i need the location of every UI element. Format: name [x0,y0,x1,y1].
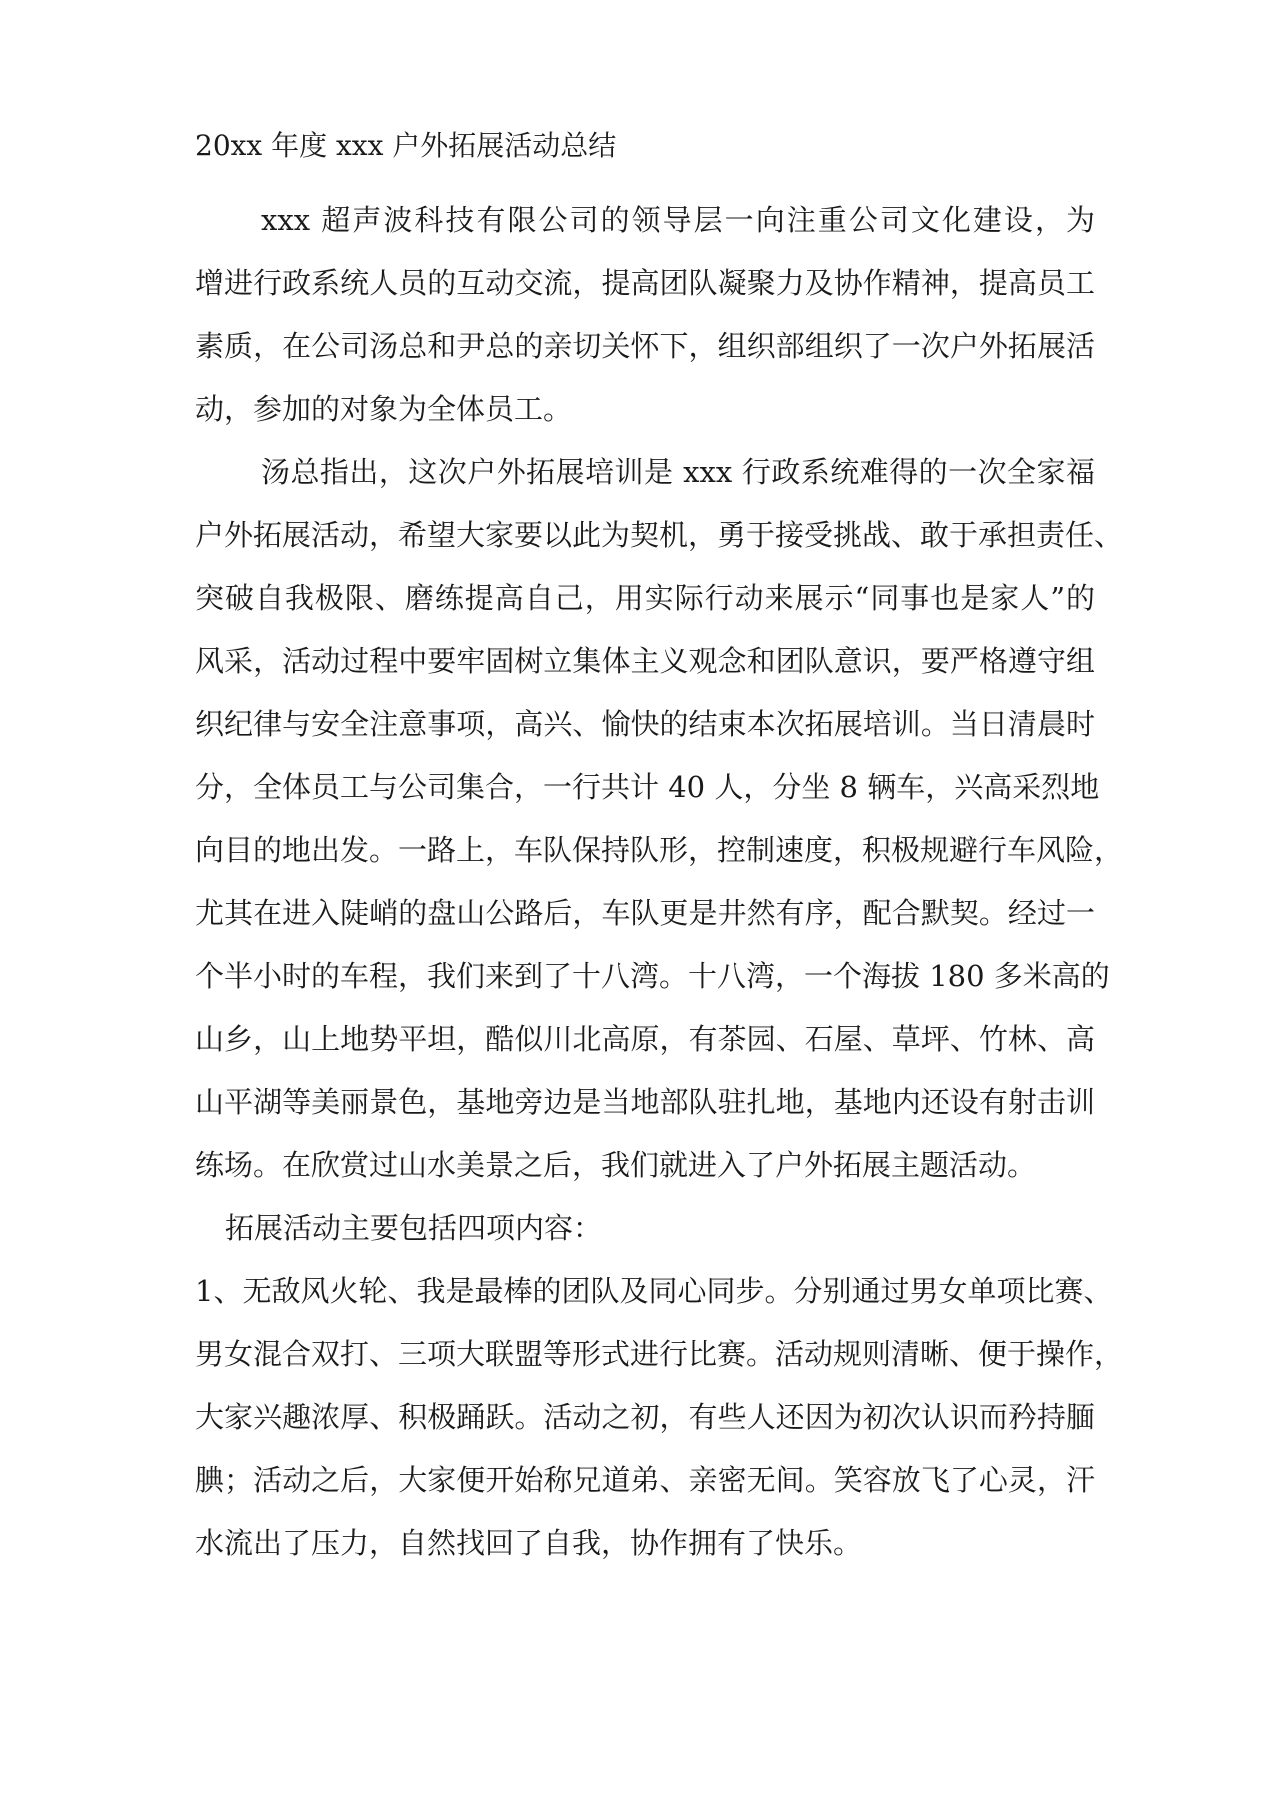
paragraph-intro [195,189,1095,441]
text-line: 风采，活动过程中要牢固树立集体主义观念和团队意识，要严格遵守组 [195,644,1095,678]
text-line: 拓展活动主要包括四项内容： [225,1211,603,1245]
document-title: 20xx 年度 xxx 户外拓展活动总结 [195,129,617,162]
paragraph-activity-1 [195,1260,1124,1575]
paragraph-speech [195,441,1124,1197]
text-line: 素质，在公司汤总和尹总的亲切关怀下，组织部组织了一次户外拓展活 [195,329,1095,363]
text-line: 户外拓展活动，希望大家要以此为契机，勇于接受挑战、敢于承担责任、 [195,518,1124,552]
text-line: 织纪律与安全注意事项，高兴、愉快的结束本次拓展培训。当日清晨时 [195,707,1095,741]
text-line: 个半小时的车程，我们来到了十八湾。十八湾，一个海拔 180 多米高的 [195,959,1110,993]
text-line: 突破自我极限、磨练提高自己，用实际行动来展示“同事也是家人”的 [195,581,1095,615]
text-line: xxx 超声波科技有限公司的领导层一向注重公司文化建设，为 [261,203,1095,237]
text-line: 大家兴趣浓厚、积极踊跃。活动之初，有些人还因为初次认识而矜持腼 [195,1400,1095,1434]
text-line: 腆；活动之后，大家便开始称兄道弟、亲密无间。笑容放飞了心灵，汗 [195,1463,1095,1497]
text-line: 山乡，山上地势平坦，酷似川北高原，有茶园、石屋、草坪、竹林、高 [195,1022,1095,1056]
text-line: 山平湖等美丽景色，基地旁边是当地部队驻扎地，基地内还设有射击训 [195,1085,1095,1119]
text-line: 水流出了压力，自然找回了自我，协作拥有了快乐。 [195,1526,863,1560]
text-line: 动，参加的对象为全体员工。 [195,392,573,426]
text-line: 汤总指出，这次户外拓展培训是 xxx 行政系统难得的一次全家福 [261,455,1095,489]
text-line: 1、无敌风火轮、我是最棒的团队及同心同步。分别通过男女单项比赛、 [195,1274,1113,1308]
paragraph-activities-heading [195,1197,1095,1260]
text-line: 尤其在进入陡峭的盘山公路后，车队更是井然有序，配合默契。经过一 [195,896,1095,930]
text-line: 增进行政系统人员的互动交流，提高团队凝聚力及协作精神，提高员工 [195,266,1095,300]
text-line: 向目的地出发。一路上，车队保持队形，控制速度，积极规避行车风险， [195,833,1124,867]
text-line: 男女混合双打、三项大联盟等形式进行比赛。活动规则清晰、便于操作， [195,1337,1124,1371]
text-line: 分，全体员工与公司集合，一行共计 40 人，分坐 8 辆车，兴高采烈地 [195,770,1100,804]
text-line: 练场。在欣赏过山水美景之后，我们就进入了户外拓展主题活动。 [195,1148,1037,1182]
document-page [195,125,1124,1575]
